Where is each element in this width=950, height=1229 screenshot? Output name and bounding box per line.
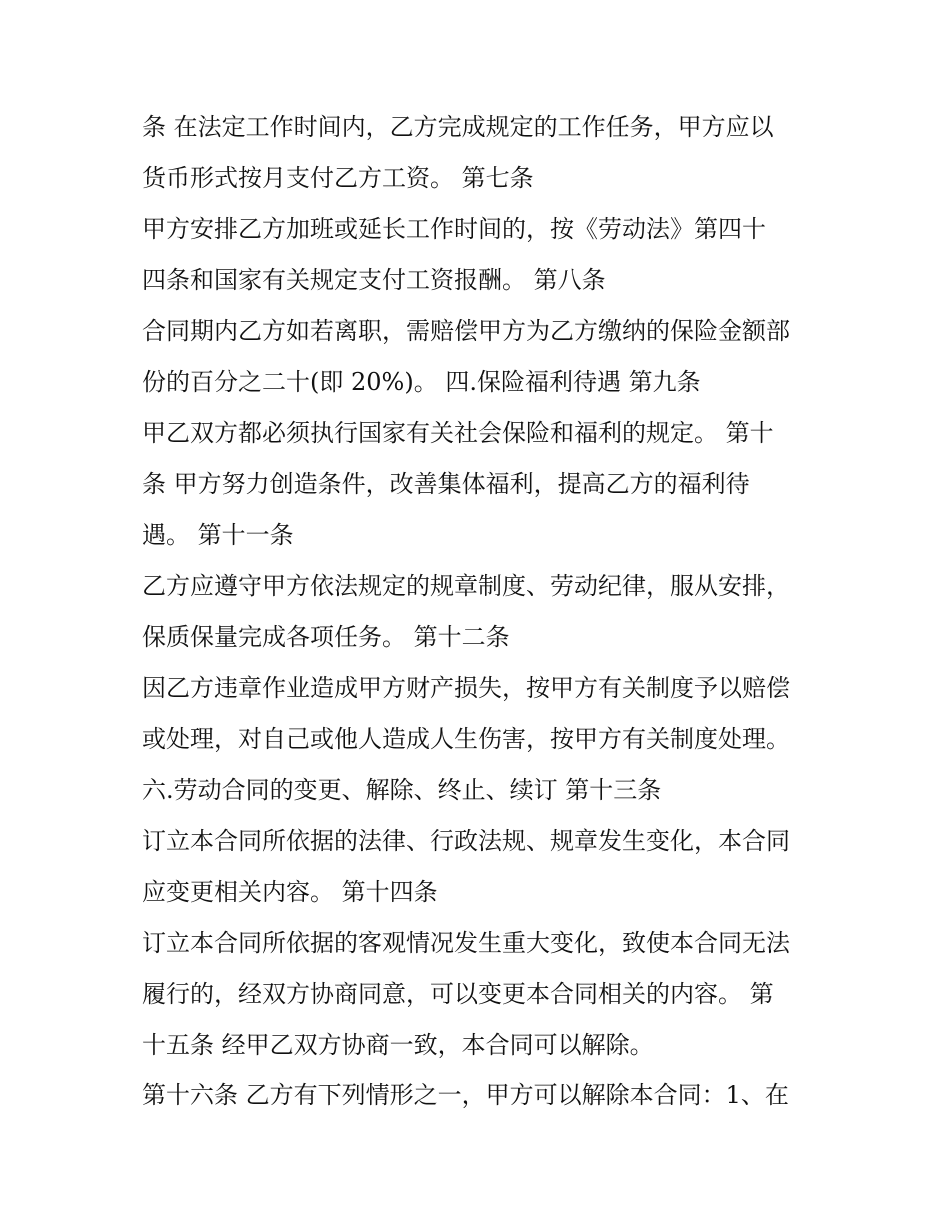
- text-line: 应变更相关内容。 第十四条: [142, 878, 438, 906]
- text-line: 条 甲方努力创造条件，改善集体福利，提高乙方的福利待: [142, 470, 750, 498]
- text-line: 保质保量完成各项任务。 第十二条: [142, 623, 510, 651]
- text-line: 甲方安排乙方加班或延长工作时间的，按《劳动法》第四十: [142, 215, 766, 243]
- text-line: 订立本合同所依据的客观情况发生重大变化，致使本合同无法: [142, 929, 790, 957]
- text-line: 甲乙双方都必须执行国家有关社会保险和福利的规定。 第十: [142, 419, 774, 447]
- text-line: 份的百分之二十(即 20%)。 四.保险福利待遇 第九条: [142, 368, 701, 396]
- text-line: 订立本合同所依据的法律、行政法规、规章发生变化，本合同: [142, 827, 790, 855]
- text-line: 货币形式按月支付乙方工资。 第七条: [142, 164, 534, 192]
- text-line: 十五条 经甲乙双方协商一致，本合同可以解除。: [142, 1031, 654, 1059]
- text-line: 履行的，经双方协商同意，可以变更本合同相关的内容。 第: [142, 980, 774, 1008]
- text-line: 第十六条 乙方有下列情形之一，甲方可以解除本合同：1、在: [142, 1081, 789, 1109]
- text-line: 乙方应遵守甲方依法规定的规章制度、劳动纪律，服从安排，: [142, 572, 790, 600]
- text-line: 四条和国家有关规定支付工资报酬。 第八条: [142, 266, 606, 294]
- text-line: 合同期内乙方如若离职，需赔偿甲方为乙方缴纳的保险金额部: [142, 317, 790, 345]
- text-line: 或处理，对自己或他人造成人生伤害，按甲方有关制度处理。: [142, 725, 790, 753]
- text-line: 六.劳动合同的变更、解除、终止、续订 第十三条: [142, 776, 662, 804]
- text-line: 因乙方违章作业造成甲方财产损失，按甲方有关制度予以赔偿: [142, 674, 790, 702]
- text-line: 遇。 第十一条: [142, 521, 294, 549]
- text-line: 条 在法定工作时间内，乙方完成规定的工作任务，甲方应以: [142, 113, 774, 141]
